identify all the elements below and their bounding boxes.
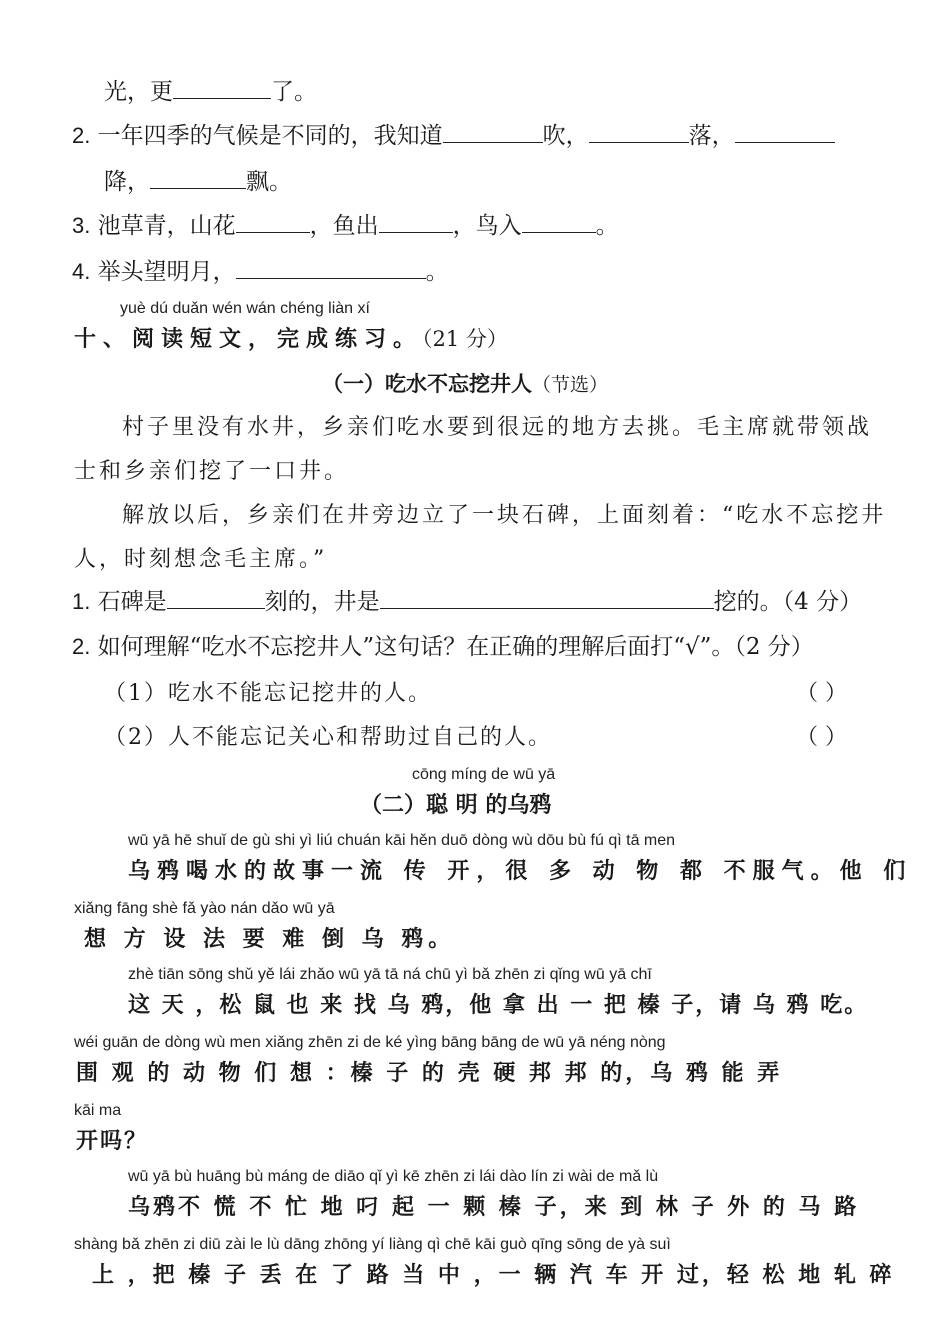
text: 挖的。（4 分） — [713, 589, 863, 615]
text: 石碑是 — [97, 589, 167, 615]
text: 刻的，井是 — [264, 589, 380, 615]
text-row: 想 方 设 法 要 难 倒 乌 鸦。 — [84, 926, 456, 952]
text: 一年四季的气候是不同的，我知道 — [97, 123, 443, 149]
fill-line-0 — [104, 76, 317, 107]
pinyin-row: wū yā hē shuǐ de gù shi yì liú chuán kāi hěn duō dòng wù dōu bù fú qì tā men — [128, 832, 676, 849]
passage1-title — [322, 368, 608, 398]
score-label: （21 分） — [422, 327, 508, 351]
answer-blank[interactable] — [236, 256, 426, 279]
text: ，鱼出 — [309, 213, 379, 239]
text: ，鸟入 — [452, 213, 522, 239]
pinyin-row: zhè tiān sōng shǔ yě lái zhǎo wū yā tā ná chū yì bǎ zhēn zi qǐng wū yā chī — [128, 966, 652, 983]
question-number: 4. — [72, 259, 91, 284]
text: 飘。 — [246, 169, 292, 195]
fill-question-3 — [72, 210, 619, 241]
passage2-title: （二）聪 明 的乌鸦 — [360, 793, 552, 818]
pinyin-row: kāi ma — [74, 1102, 122, 1119]
text: 吹， — [542, 123, 589, 149]
text-row: 乌鸦不 慌 不 忙 地 叼 起 一 颗 榛 子，来 到 林 子 外 的 马 路 — [128, 1194, 860, 1220]
question-number: 3. — [72, 213, 91, 238]
text-row: 上 ，把 榛 子 丢 在 了 路 当 中 ，一 辆 汽 车 开 过，轻 松 地 轧 碎 — [92, 1262, 895, 1288]
pinyin-row: shàng bǎ zhēn zi diū zài le lù dāng zhōng yí liàng qì chē kāi guò qīng sōng de yà suì — [74, 1236, 671, 1253]
answer-blank[interactable] — [167, 586, 265, 609]
text-row: 这 天 ，松 鼠 也 来 找 乌 鸦，他 拿 出 一 把 榛 子，请 乌 鸦 吃。 — [128, 992, 869, 1018]
answer-blank[interactable] — [236, 210, 310, 233]
answer-blank[interactable] — [589, 120, 689, 143]
text: 光，更 — [104, 79, 173, 105]
section-heading — [74, 322, 508, 353]
answer-blank[interactable] — [735, 120, 835, 143]
question-number: 1. — [72, 589, 91, 614]
text: 。 — [595, 213, 619, 239]
passage1-para2-line2: 人，时刻想念毛主席。” — [74, 547, 328, 572]
pinyin-row: wéi guān de dòng wù men xiǎng zhēn zi de ké yìng bāng bāng de wū yā néng nòng — [74, 1034, 666, 1051]
answer-blank[interactable] — [150, 166, 246, 189]
passage1-para1-line1: 村子里没有水井，乡亲们吃水要到很远的地方去挑。毛主席就带领战 — [122, 415, 873, 440]
text: 。 — [425, 259, 449, 285]
answer-blank[interactable] — [379, 210, 453, 233]
text: 池草青，山花 — [97, 213, 236, 239]
text: 了。 — [271, 79, 317, 105]
passage2-title-pinyin: cōng míng de wū yā — [412, 766, 556, 783]
answer-blank[interactable] — [173, 76, 271, 99]
passage1-para2-line1: 解放以后，乡亲们在井旁边立了一块石碑，上面刻着：“吃水不忘挖井 — [122, 503, 887, 528]
text-row: 围 观 的 动 物 们 想 ：榛 子 的 壳 硬 邦 邦 的，乌 鸦 能 弄 — [76, 1060, 783, 1086]
fill-question-2-cont — [104, 166, 292, 197]
heading-text: 十、阅读短文，完成练习。 — [74, 327, 423, 352]
text-row: 开吗？ — [76, 1128, 149, 1154]
passage1-question-2 — [72, 632, 814, 662]
option-2: （2）人不能忘记关心和帮助过自己的人。 — [104, 725, 552, 750]
answer-blank[interactable] — [443, 120, 543, 143]
question-number: 2. — [72, 634, 91, 659]
option-1-answer-box[interactable]: （ ） — [796, 681, 847, 706]
fill-question-2 — [72, 120, 835, 151]
passage1-question-1 — [72, 586, 862, 617]
title-note: （节选） — [532, 374, 609, 396]
answer-blank[interactable] — [380, 586, 714, 609]
pinyin-row: xiǎng fāng shè fǎ yào nán dǎo wū yā — [74, 900, 335, 917]
section-heading-pinyin: yuè dú duǎn wén wán chéng liàn xí — [120, 300, 370, 317]
text: 降， — [104, 169, 150, 195]
text: 如何理解“吃水不忘挖井人”这句话？在正确的理解后面打“√”。（2 分） — [97, 634, 814, 660]
text: 落， — [688, 123, 735, 149]
option-1: （1）吃水不能忘记挖井的人。 — [104, 681, 432, 706]
pinyin-row: wū yā bù huāng bù máng de diāo qǐ yì kē zhēn zi lái dào lín zi wài de mǎ lù — [128, 1168, 659, 1185]
option-2-answer-box[interactable]: （ ） — [796, 725, 847, 750]
text-row: 乌鸦喝水的故事一流 传 开，很 多 动 物 都 不服气。他 们 — [128, 858, 913, 884]
fill-question-4 — [72, 256, 449, 287]
question-number: 2. — [72, 123, 91, 148]
title-text: （一）吃水不忘挖井人 — [322, 372, 532, 396]
answer-blank[interactable] — [522, 210, 596, 233]
passage1-para1-line2: 士和乡亲们挖了一口井。 — [74, 459, 350, 484]
text: 举头望明月， — [97, 259, 236, 285]
